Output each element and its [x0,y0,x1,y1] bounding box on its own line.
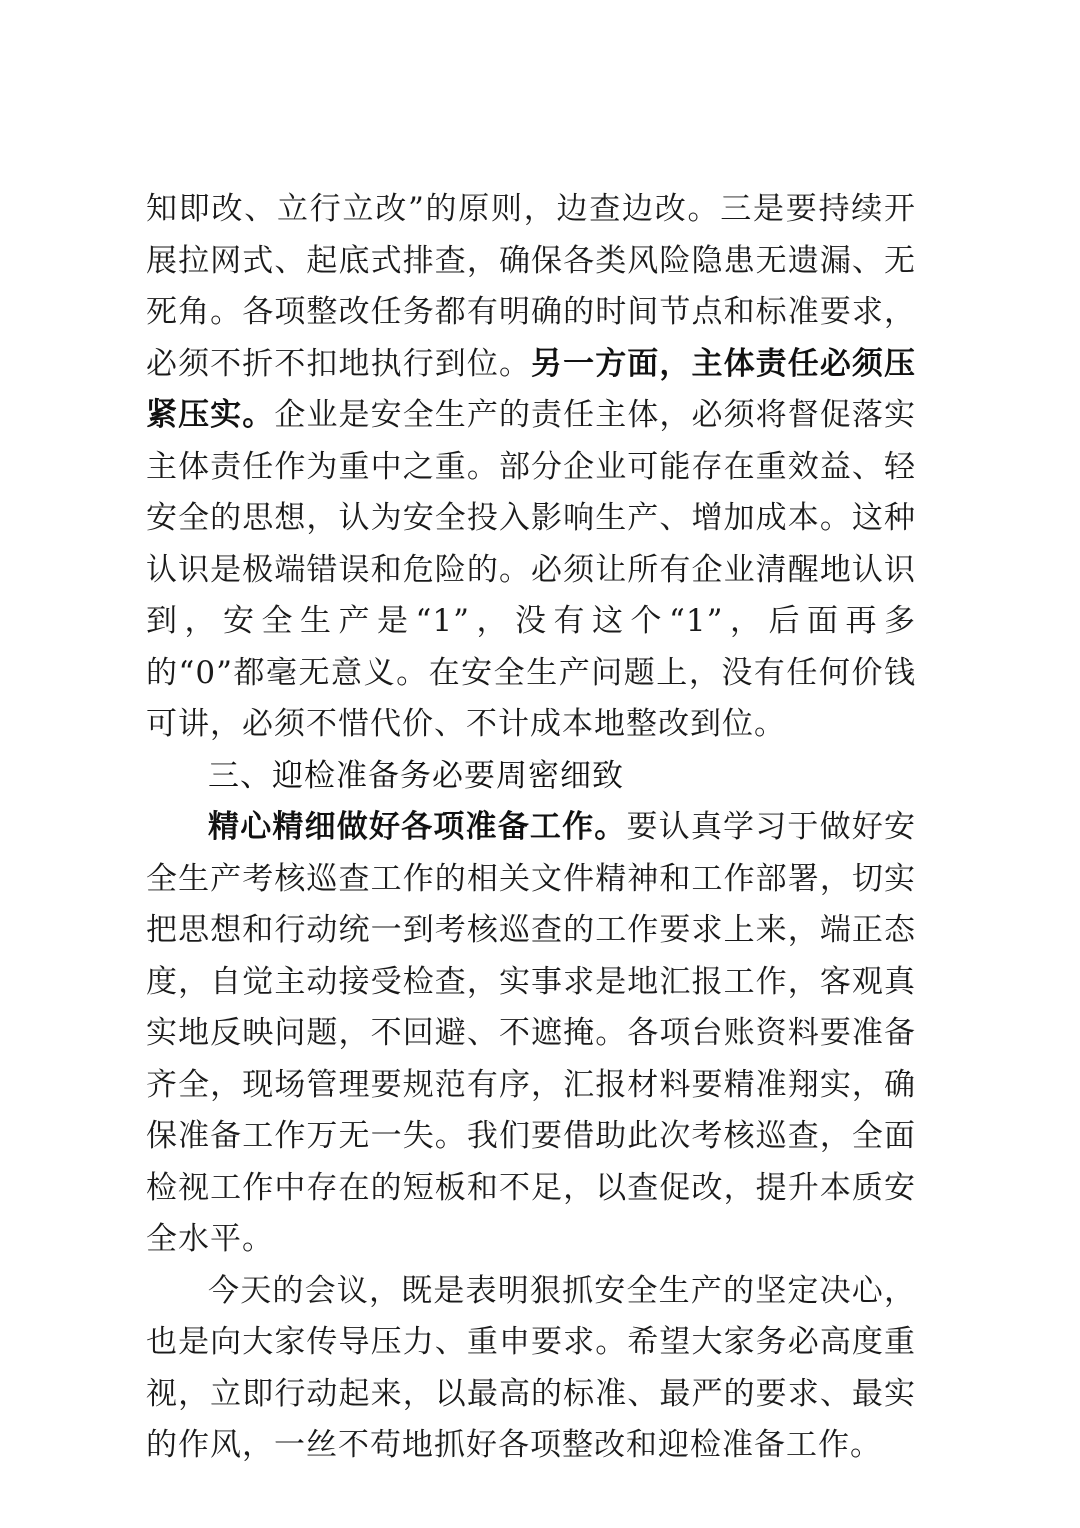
closing-paragraph: 今天的会议，既是表明狠抓安全生产的坚定决心，也是向大家传导压力、重申要求。希望大家务必高度重视，立即行动起来，以最高的标准、最严的要求、最实的作风，一丝不苟地抓好各项整改和迎检准备工作。 [146,1272,916,1463]
paragraph-text: 知即改、立行立改”的原则，边查边改。三是要持续开展拉网式、起底式排查，确保各类风险隐患无遗漏、无死角。各项整改任务都有明确的时间节点和标准要求，必须不折不扣地执行到位。 [146,191,916,382]
bold-lead-sentence: 另一方面，主体责任必须压紧压实。 [146,345,917,433]
paragraph-text: 企业是安全生产的责任主体，必须将督促落实主体责任作为重中之重。部分企业可能存在重效益、轻安全的思想，认为安全投入影响生产、增加成本。这种认识是极端错误和危险的。必须让所有企业清醒地认识到，安全生产是“1”，没有这个“1”，后面再多的“0”都毫无意义。在安全生产问题上，没有任何价钱可讲，必须不惜代价、不计成本地整改到位。 [146,397,917,742]
bold-lead-sentence: 精心精细做好各项准备工作。 [208,809,627,845]
section-heading: 三、迎检准备务必要周密细致 [208,757,624,794]
document-body [146,184,916,1472]
paragraph-continuation [146,184,916,751]
paragraph-text: 要认真学习于做好安全生产考核巡查工作的相关文件精神和工作部署，切实把思想和行动统一到考核巡查的工作要求上来，端正态度，自觉主动接受检查，实事求是地汇报工作，客观真实地反映问题，不回避、不遮掩。各项台账资料要准备齐全，现场管理要规范有序，汇报材料要精准翔实，确保准备工作万无一失。我们要借助此次考核巡查，全面检视工作中存在的短板和不足，以查促改，提升本质安全水平。 [146,809,917,1257]
paragraph [146,802,916,1266]
